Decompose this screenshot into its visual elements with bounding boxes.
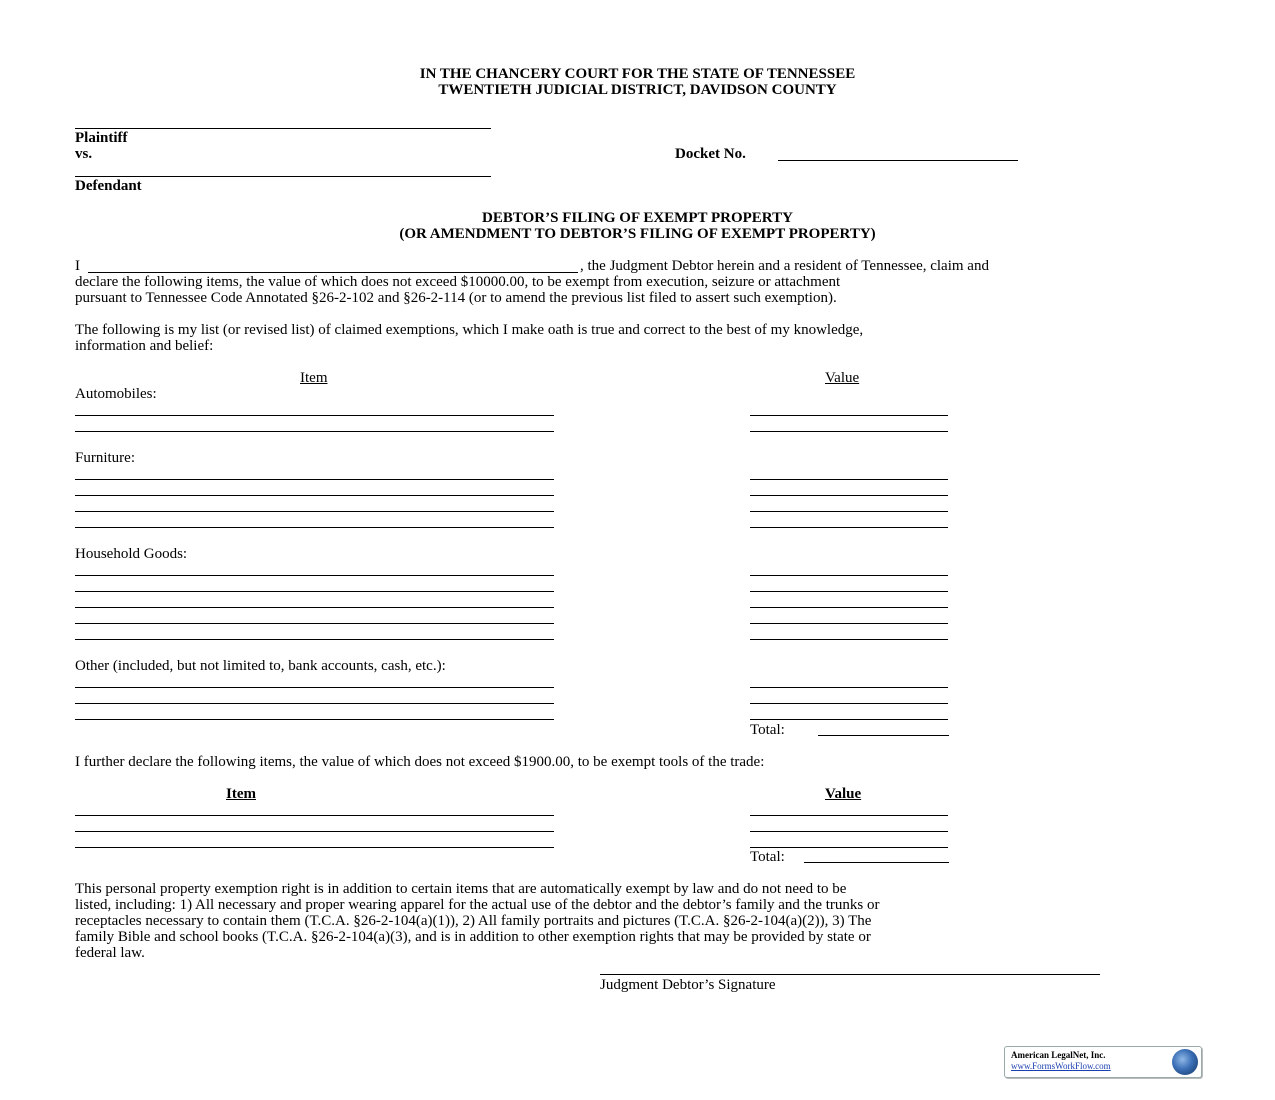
globe-icon [1172, 1049, 1198, 1075]
item-field[interactable] [75, 431, 554, 432]
docket-label: Docket No. [675, 146, 746, 162]
tools-declaration: I further declare the following items, the value of which does not exceed $1900.00, to be exempt tools of the trade: [75, 754, 765, 770]
item-field[interactable] [75, 623, 554, 624]
logo-company-name: American LegalNet, Inc. [1011, 1050, 1106, 1060]
item-field[interactable] [75, 511, 554, 512]
legalnet-logo [1004, 1046, 1202, 1078]
item-field[interactable] [75, 575, 554, 576]
item-field[interactable] [75, 495, 554, 496]
item-field[interactable] [75, 703, 554, 704]
value-field[interactable] [750, 687, 948, 688]
value-field[interactable] [750, 511, 948, 512]
exemption-note-2: listed, including: 1) All necessary and proper wearing apparel for the actual use of the debtor and the debtor’s family and the trunks or [75, 897, 880, 913]
category-other: Other (included, but not limited to, bank accounts, cash, etc.): [75, 658, 446, 674]
docket-field[interactable] [778, 160, 1018, 161]
item-field[interactable] [75, 479, 554, 480]
debtor-name-field[interactable] [88, 272, 578, 273]
total-field[interactable] [818, 735, 949, 736]
exemption-note-5: federal law. [75, 945, 145, 961]
value-field[interactable] [750, 479, 948, 480]
plaintiff-label: Plaintiff [75, 130, 128, 146]
declaration-text-2: declare the following items, the value of which does not exceed $10000.00, to be exempt from execution, seizure or attachment [75, 274, 841, 290]
value-column-header: Value [825, 370, 860, 386]
value-field[interactable] [750, 623, 948, 624]
court-title: IN THE CHANCERY COURT FOR THE STATE OF TENNESSEE [419, 66, 856, 82]
signature-field[interactable] [600, 974, 1100, 975]
category-automobiles: Automobiles: [75, 386, 157, 402]
logo-website-link[interactable]: www.FormsWorkFlow.com [1011, 1061, 1111, 1071]
value-field[interactable] [750, 719, 948, 720]
item-field[interactable] [75, 415, 554, 416]
category-household-goods: Household Goods: [75, 546, 188, 562]
item-field[interactable] [75, 719, 554, 720]
value-field[interactable] [750, 639, 948, 640]
item-field[interactable] [75, 639, 554, 640]
value-field[interactable] [750, 607, 948, 608]
item-field[interactable] [75, 527, 554, 528]
tools-total-label: Total: [750, 849, 785, 865]
value-field[interactable] [750, 703, 948, 704]
total-label: Total: [750, 722, 785, 738]
declaration-text-1: , the Judgment Debtor herein and a resident of Tennessee, claim and [580, 258, 989, 274]
item-field[interactable] [75, 607, 554, 608]
exemption-note-4: family Bible and school books (T.C.A. §26-2-104(a)(3), and is in addition to other exemption rights that may be provided by state or [75, 929, 871, 945]
declaration-text-3: pursuant to Tennessee Code Annotated §26-2-102 and §26-2-114 (or to amend the previous list filed to assert such exemption). [75, 290, 837, 306]
form-title: DEBTOR’S FILING OF EXEMPT PROPERTY [482, 210, 793, 226]
tools-item-field[interactable] [75, 815, 554, 816]
tools-value-field[interactable] [750, 815, 948, 816]
oath-text-2: information and belief: [75, 338, 214, 354]
tools-value-field[interactable] [750, 847, 948, 848]
item-field[interactable] [75, 687, 554, 688]
tools-item-field[interactable] [75, 831, 554, 832]
oath-text-1: The following is my list (or revised list) of claimed exemptions, which I make oath is true and correct to the best of my knowledge, [75, 322, 864, 338]
declaration-lead: I [75, 258, 80, 274]
tools-item-header: Item [226, 786, 256, 802]
defendant-label: Defendant [75, 178, 142, 194]
value-field[interactable] [750, 575, 948, 576]
category-furniture: Furniture: [75, 450, 135, 466]
value-field[interactable] [750, 431, 948, 432]
signature-label: Judgment Debtor’s Signature [600, 977, 776, 993]
exemption-note-3: receptacles necessary to contain them (T.C.A. §26-2-104(a)(1)), 2) All family portraits and pictures (T.C.A. §26-2-104(a)(2)), 3) The [75, 913, 872, 929]
tools-total-field[interactable] [804, 862, 949, 863]
form-subtitle: (OR AMENDMENT TO DEBTOR’S FILING OF EXEMPT PROPERTY) [399, 226, 876, 242]
tools-value-header: Value [825, 786, 862, 802]
item-column-header: Item [300, 370, 328, 386]
tools-item-field[interactable] [75, 847, 554, 848]
exemption-note-1: This personal property exemption right is in addition to certain items that are automatically exempt by law and do not need to be [75, 881, 847, 897]
value-field[interactable] [750, 527, 948, 528]
court-district: TWENTIETH JUDICIAL DISTRICT, DAVIDSON COUNTY [438, 82, 837, 98]
value-field[interactable] [750, 591, 948, 592]
defendant-field[interactable] [75, 176, 491, 177]
value-field[interactable] [750, 415, 948, 416]
tools-value-field[interactable] [750, 831, 948, 832]
item-field[interactable] [75, 591, 554, 592]
vs-label: vs. [75, 146, 93, 162]
value-field[interactable] [750, 495, 948, 496]
plaintiff-field[interactable] [75, 128, 491, 129]
